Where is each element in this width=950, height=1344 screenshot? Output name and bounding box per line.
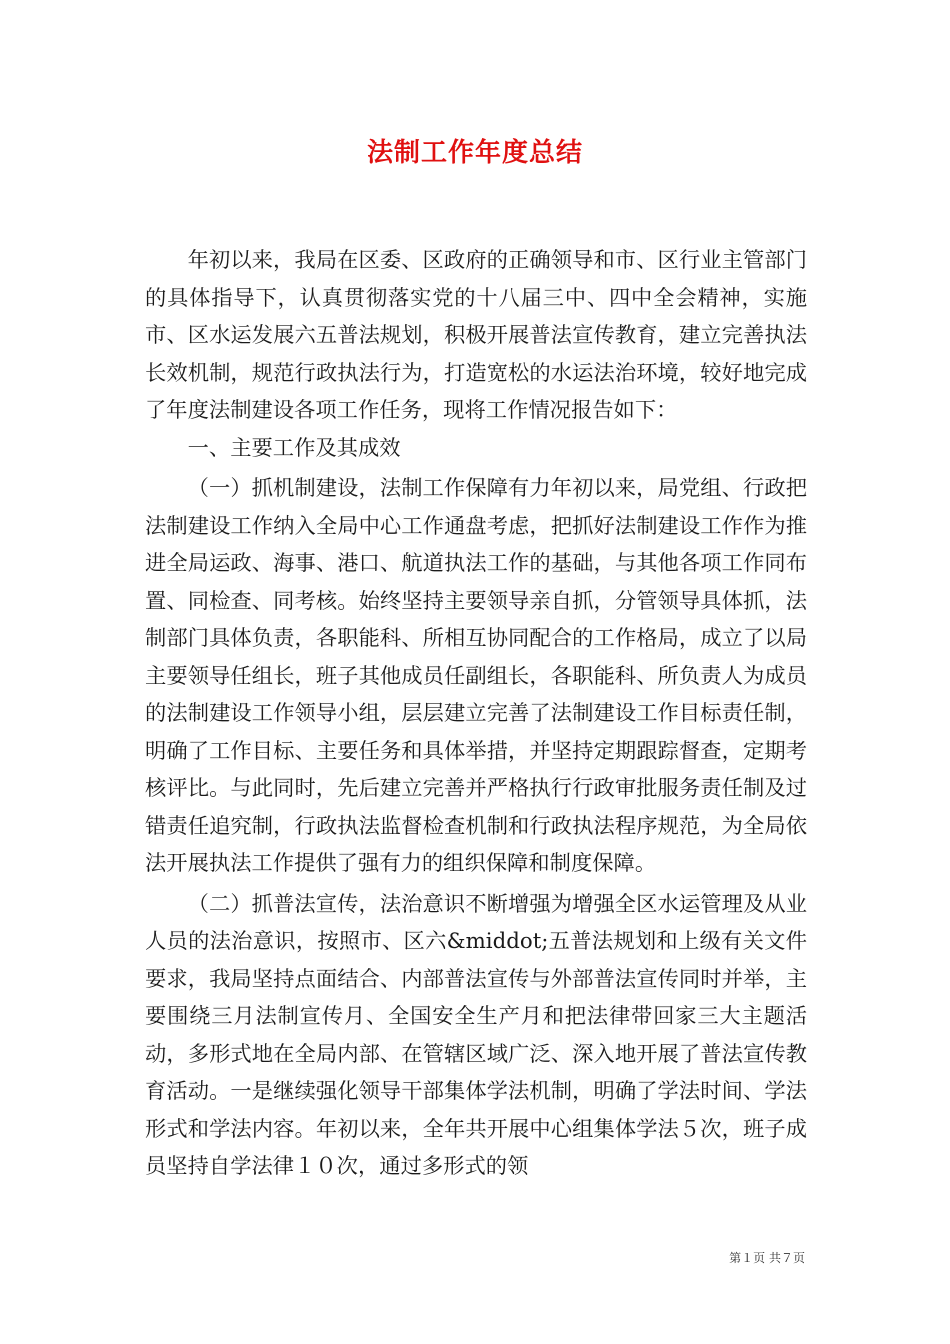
intro-paragraph: 年初以来，我局在区委、区政府的正确领导和市、区行业主管部门的具体指导下，认真贯彻落实党的十八届三中、四中全会精神，实施市、区水运发展六五普法规划，积极开展普法宣传教育，建立完善执法长效机制，规范行政执法行为，打造宽松的水运法治环境，较好地完成了年度法制建设各项工作任务，现将工作情况报告如下： xyxy=(145,248,807,423)
section-heading: 一、主要工作及其成效 xyxy=(187,435,401,461)
document-body xyxy=(145,242,807,1186)
document-title: 法制工作年度总结 xyxy=(366,138,583,168)
body-paragraph: （二）抓普法宣传，法治意识不断增强为增强全区水运管理及从业人员的法治意识，按照市、区六&middot;五普法规划和上级有关文件要求，我局坚持点面结合、内部普法宣传与外部普法宣传同时并举，主要围绕三月法制宣传月、全国安全生产月和把法律带回家三大主题活动，多形式地在全局内部、在管辖区域广泛、深入地开展了普法宣传教育活动。一是继续强化领导干部集体学法机制，明确了学法时间、学法形式和学法内容。年初以来，全年共开展中心组集体学法５次，班子成员坚持自学法律１０次，通过多形式的领 xyxy=(145,891,807,1179)
page-number: 第１页 共７页 xyxy=(729,1251,805,1265)
body-paragraph: （一）抓机制建设，法制工作保障有力年初以来，局党组、行政把法制建设工作纳入全局中心工作通盘考虑，把抓好法制建设工作作为推进全局运政、海事、港口、航道执法工作的基础，与其他各项工作同布置、同检查、同考核。始终坚持主要领导亲自抓，分管领导具体抓，法制部门具体负责，各职能科、所相互协同配合的工作格局，成立了以局主要领导任组长，班子其他成员任副组长，各职能科、所负责人为成员的法制建设工作领导小组，层层建立完善了法制建设工作目标责任制，明确了工作目标、主要任务和具体举措，并坚持定期跟踪督查，定期考核评比。与此同时，先后建立完善并严格执行行政审批服务责任制及过错责任追究制，行政执法监督检查机制和行政执法程序规范，为全局依法开展执法工作提供了强有力的组织保障和制度保障。 xyxy=(145,476,807,876)
